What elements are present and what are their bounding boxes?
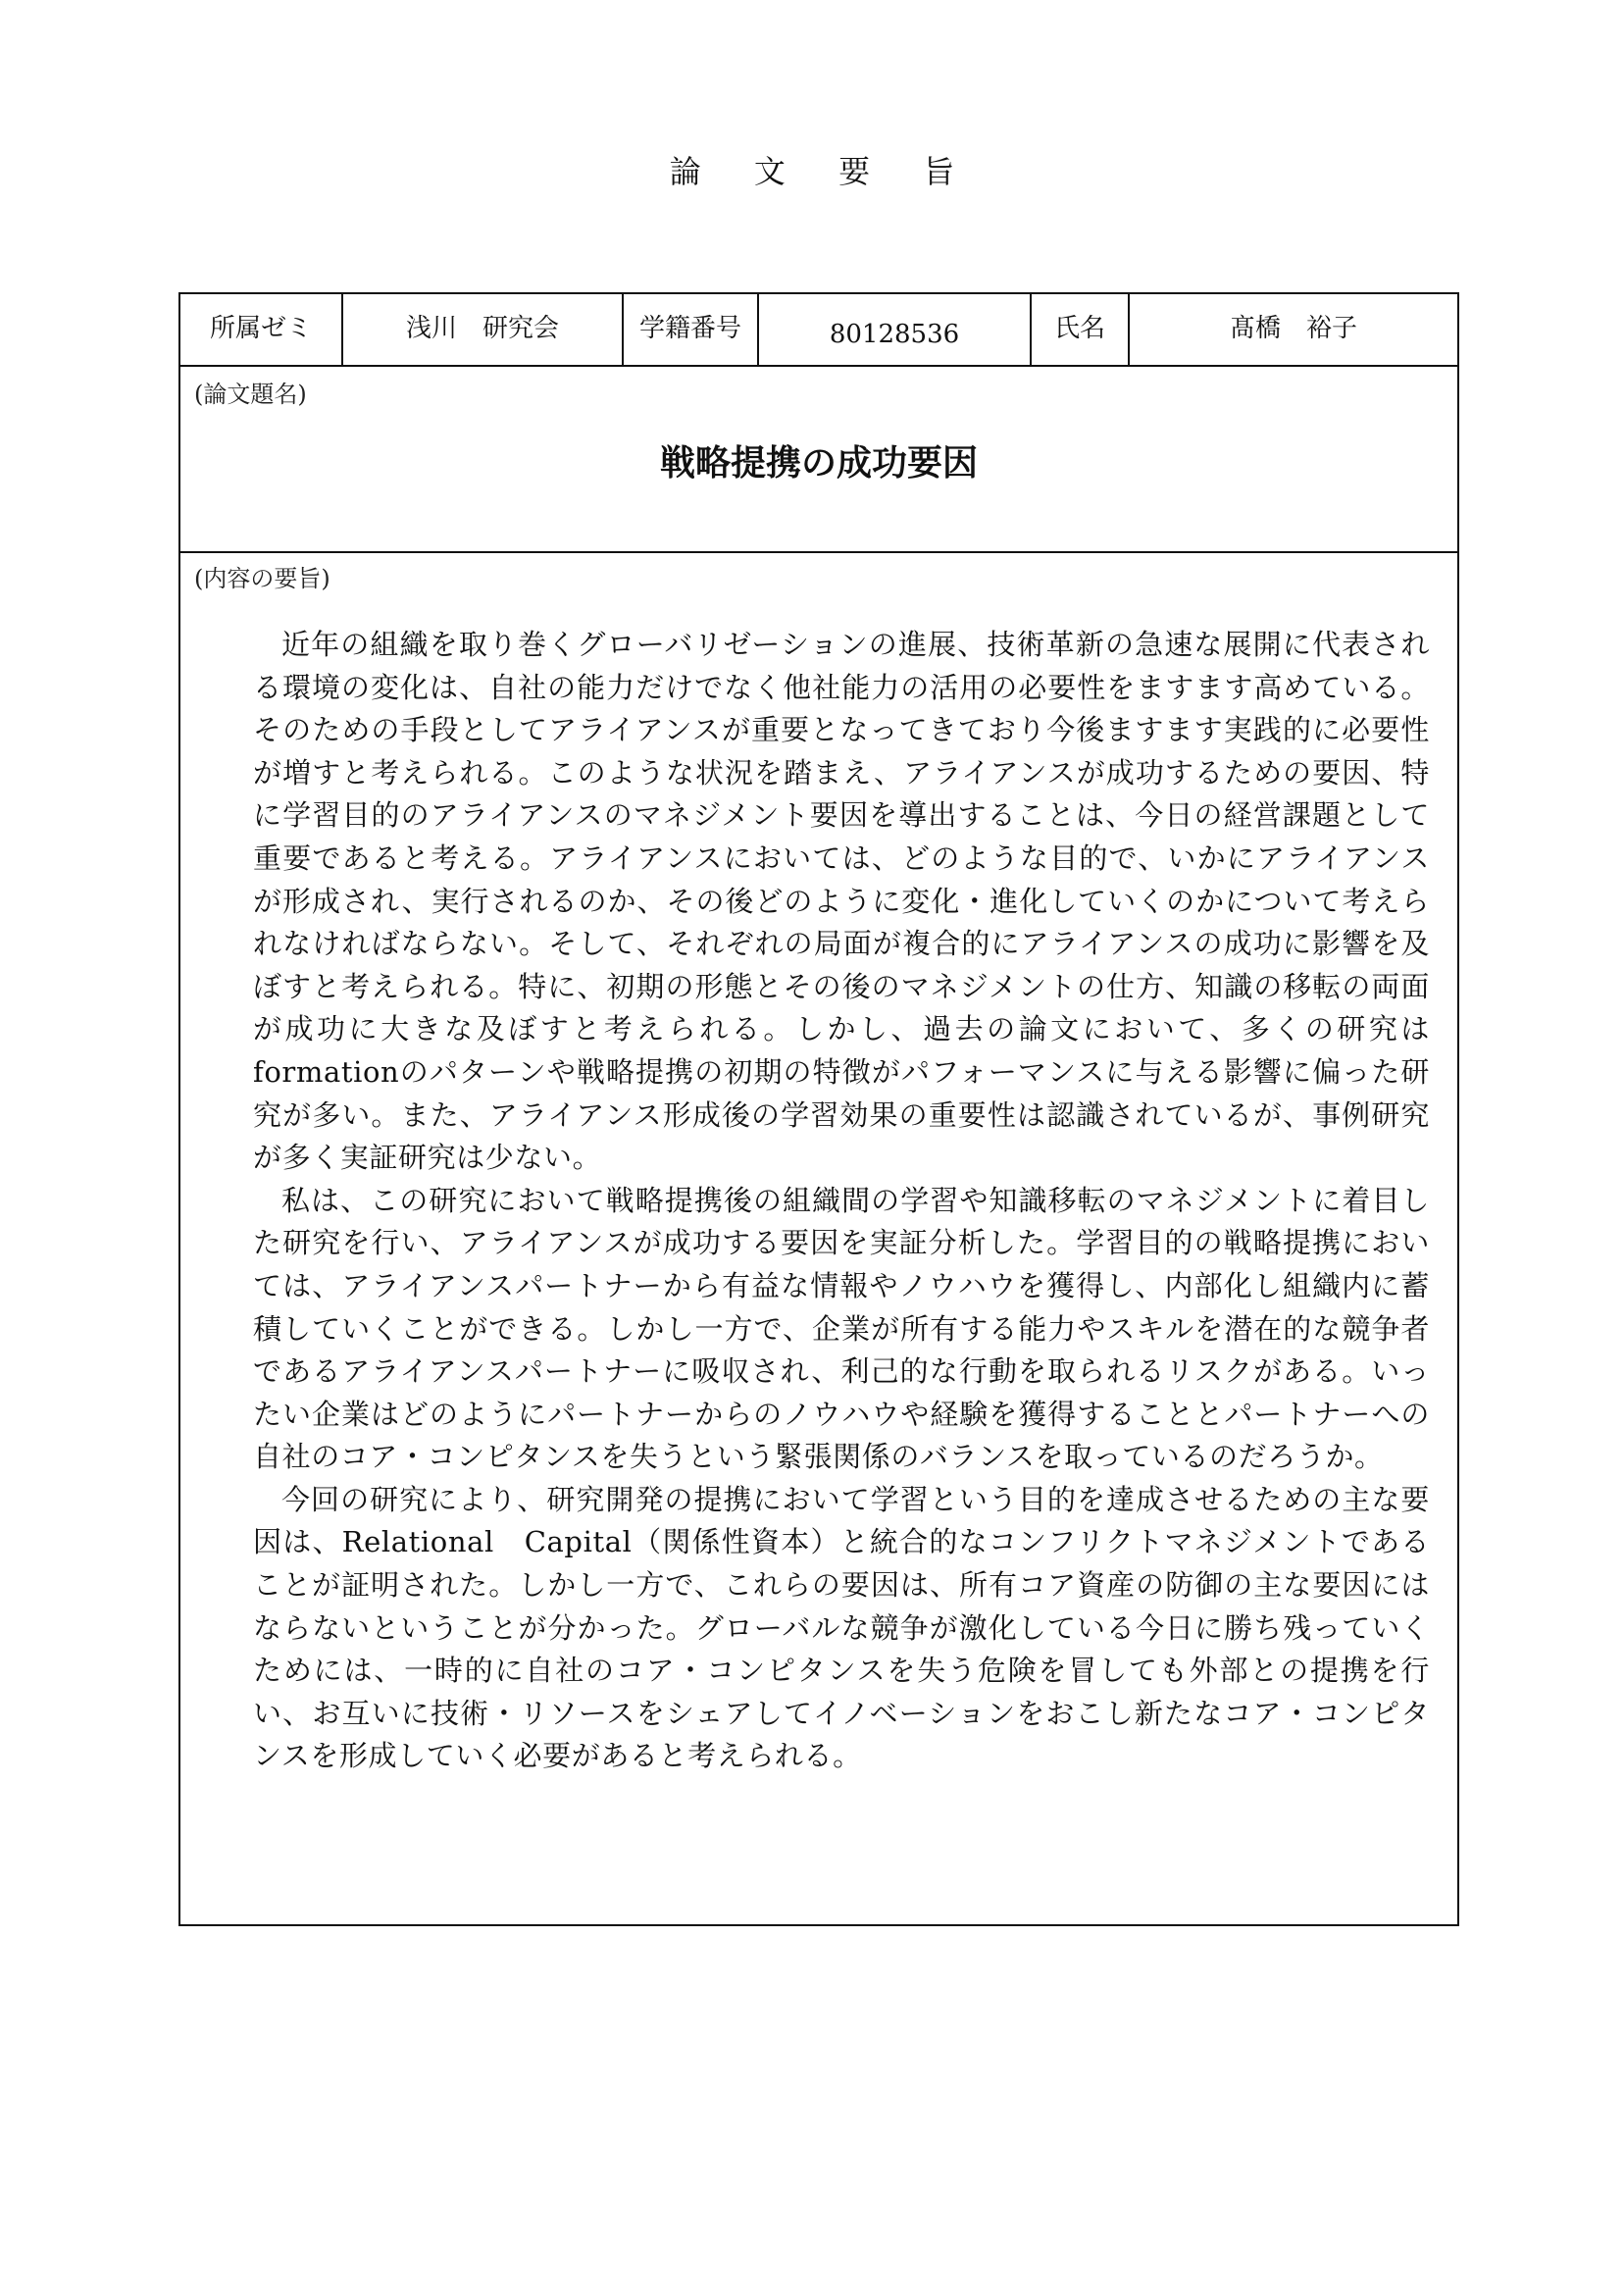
student-id-value: 80128536: [759, 294, 1032, 365]
summary-paragraph-2: 私は、この研究において戦略提携後の組織間の学習や知識移転のマネジメントに着目した研究を行い、アライアンスが成功する要因を実証分析した。学習目的の戦略提携においては、アライアンスパートナーから有益な情報やノウハウを獲得し、内部化し組織内に蓄積していくことができる。しかし一方で、企業が所有する能力やスキルを潜在的な競争者であるアライアンスパートナーに吸収され、利己的な行動を取られるリスクがある。いったい企業はどのようにパートナーからのノウハウや経験を獲得することとパートナーへの自社のコア・コンピタンスを失うという緊張関係のバランスを取っているのだろうか。: [253, 1183, 1430, 1474]
summary-paragraph-1: 近年の組織を取り巻くグローバリゼーションの進展、技術革新の急速な展開に代表される環境の変化は、自社の能力だけでなく他社能力の活用の必要性をますます高めている。そのための手段としてアライアンスが重要となってきており今後ますます実践的に必要性が増すと考えられる。このような状況を踏まえ、アライアンスが成功するための要因、特に学習目的のアライアンスのマネジメント要因を導出することは、今日の経営課題として重要であると考える。アライアンスにおいては、どのような目的で、いかにアライアンスが形成され、実行されるのか、その後どのように変化・進化していくのかについて考えられなければならない。そして、それぞれの局面が複合的にアライアンスの成功に影響を及ぼすと考えられる。特に、初期の形態とその後のマネジメントの仕方、知識の移転の両面が成功に大きな及ぼすと考えられる。しかし、過去の論文において、多くの研究はformationのパターンや戦略提携の初期の特徴がパフォーマンスに与える影響に偏った研究が多い。また、アライアンス形成後の学習効果の重要性は認識されているが、事例研究が多く実証研究は少ない。: [253, 628, 1430, 1175]
name-value: 髙橋 裕子: [1229, 314, 1357, 343]
thesis-title-section: [180, 367, 1457, 553]
document-heading: 論 文 要 旨: [669, 153, 977, 190]
thesis-title: 戦略提携の成功要因: [659, 443, 978, 484]
summary-section: [180, 553, 1457, 1924]
student-info-row: [180, 294, 1457, 367]
summary-paragraph-3: 今回の研究により、研究開発の提携において学習という目的を達成させるための主な要因は、Relational Capital（関係性資本）と統合的なコンフリクトマネジメントであることが証明された。しかし一方で、これらの要因は、所有コア資産の防御の主な要因にはならないということが分かった。グローバルな競争が激化している今日に勝ち残っていくためには、一時的に自社のコア・コンピタンスを失う危険を冒しても外部との提携を行い、お互いに技術・リソースをシェアしてイノベーションをおこし新たなコア・コンピタンスを形成していく必要があると考えられる。: [253, 1482, 1430, 1773]
name-label: 氏名: [1032, 294, 1130, 365]
summary-label: (内容の要旨): [194, 565, 330, 592]
student-id-label: 学籍番号: [624, 294, 759, 365]
seminar-label: 所属ゼミ: [180, 294, 343, 365]
seminar-value: 浅川 研究会: [343, 294, 624, 365]
abstract-form: [178, 292, 1459, 1926]
thesis-title-label: (論文題名): [194, 381, 307, 408]
summary-body: [253, 624, 1430, 1778]
